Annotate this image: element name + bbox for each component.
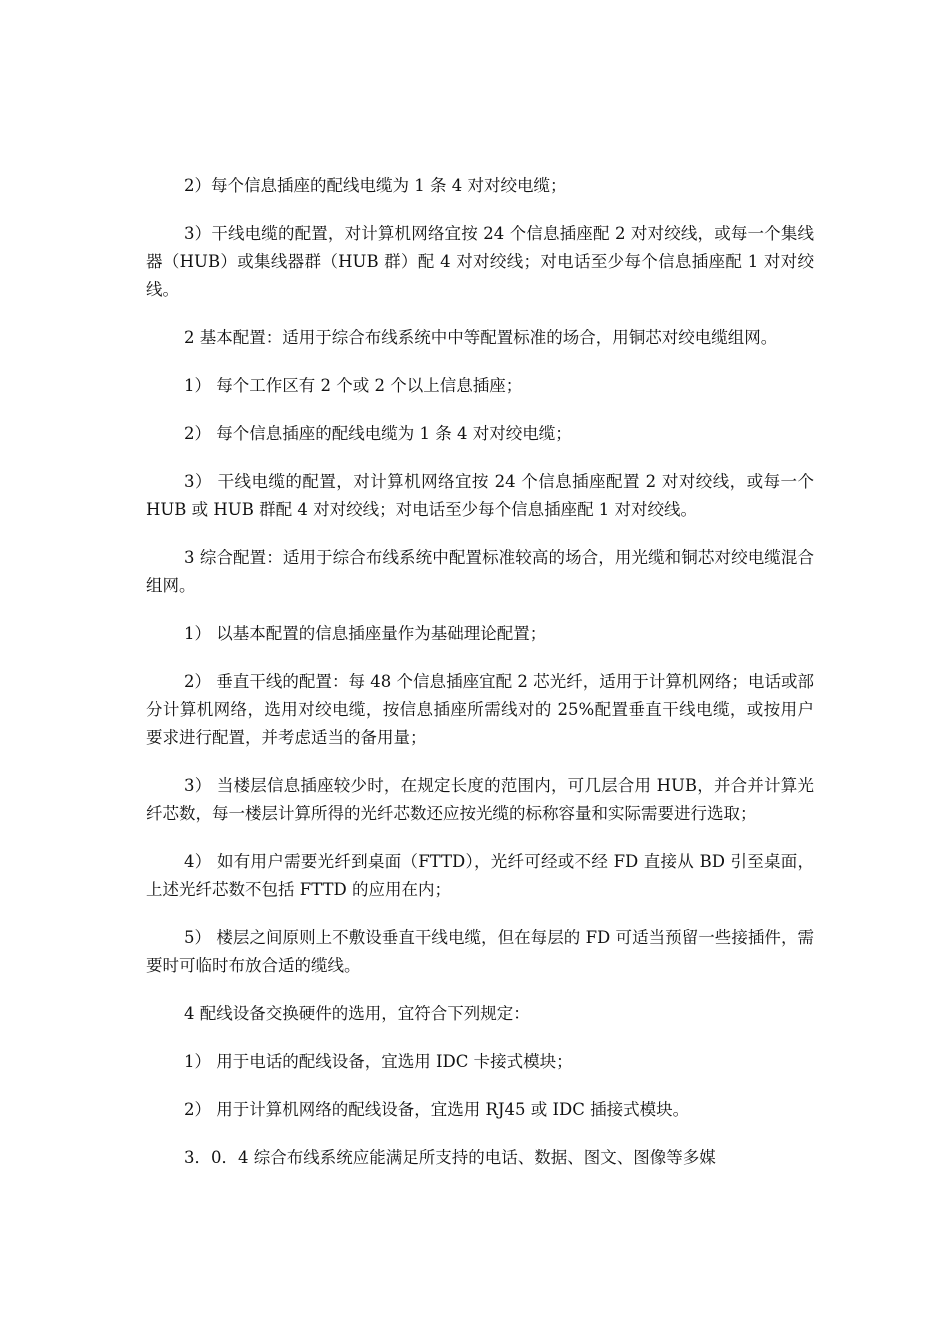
paragraph-5: 2） 每个信息插座的配线电缆为 1 条 4 对对绞电缆； bbox=[184, 424, 572, 443]
paragraph-16: 3．0．4 综合布线系统应能满足所支持的电话、数据、图文、图像等多媒 bbox=[184, 1148, 716, 1167]
paragraph-3: 2 基本配置：适用于综合布线系统中中等配置标准的场合，用铜芯对绞电缆组网。 bbox=[184, 328, 778, 347]
paragraph-9: 2） 垂直干线的配置：每 48 个信息插座宜配 2 芯光纤，适用于计算机网络；电话或部分计算机网络，选用对绞电缆，按信息插座所需线对的 25%配置垂直干线电缆，或按用户要求进行配置，并考虑适当的备用量； bbox=[146, 672, 814, 747]
paragraph-13: 4 配线设备交换硬件的选用，宜符合下列规定： bbox=[184, 1004, 530, 1023]
paragraph-8: 1） 以基本配置的信息插座量作为基础理论配置； bbox=[184, 624, 547, 643]
paragraph-7: 3 综合配置：适用于综合布线系统中配置标准较高的场合，用光缆和铜芯对绞电缆混合组网。 bbox=[146, 548, 814, 595]
paragraph-6: 3） 干线电缆的配置，对计算机网络宜按 24 个信息插座配置 2 对对绞线，或每一个 HUB 或 HUB 群配 4 对对绞线；对电话至少每个信息插座配 1 对对绞线。 bbox=[146, 472, 814, 519]
paragraph-1: 2）每个信息插座的配线电缆为 1 条 4 对对绞电缆； bbox=[184, 176, 567, 195]
paragraph-11: 4） 如有用户需要光纤到桌面（FTTD），光纤可经或不经 FD 直接从 BD 引至桌面，上述光纤芯数不包括 FTTD 的应用在内； bbox=[146, 852, 814, 899]
paragraph-14: 1） 用于电话的配线设备，宜选用 IDC 卡接式模块； bbox=[184, 1052, 573, 1071]
paragraph-15: 2） 用于计算机网络的配线设备，宜选用 RJ45 或 IDC 插接式模块。 bbox=[184, 1100, 690, 1119]
paragraph-4: 1） 每个工作区有 2 个或 2 个以上信息插座； bbox=[184, 376, 523, 395]
paragraph-12: 5） 楼层之间原则上不敷设垂直干线电缆，但在每层的 FD 可适当预留一些接插件，需要时可临时布放合适的缆线。 bbox=[146, 928, 814, 975]
paragraph-2: 3）干线电缆的配置，对计算机网络宜按 24 个信息插座配 2 对对绞线，或每一个集线器（HUB）或集线器群（HUB 群）配 4 对对绞线；对电话至少每个信息插座配 1 对对绞线。 bbox=[146, 224, 814, 299]
document-body bbox=[146, 172, 814, 1172]
paragraph-10: 3） 当楼层信息插座较少时，在规定长度的范围内，可几层合用 HUB，并合并计算光纤芯数，每一楼层计算所得的光纤芯数还应按光缆的标称容量和实际需要进行选取； bbox=[146, 776, 814, 823]
